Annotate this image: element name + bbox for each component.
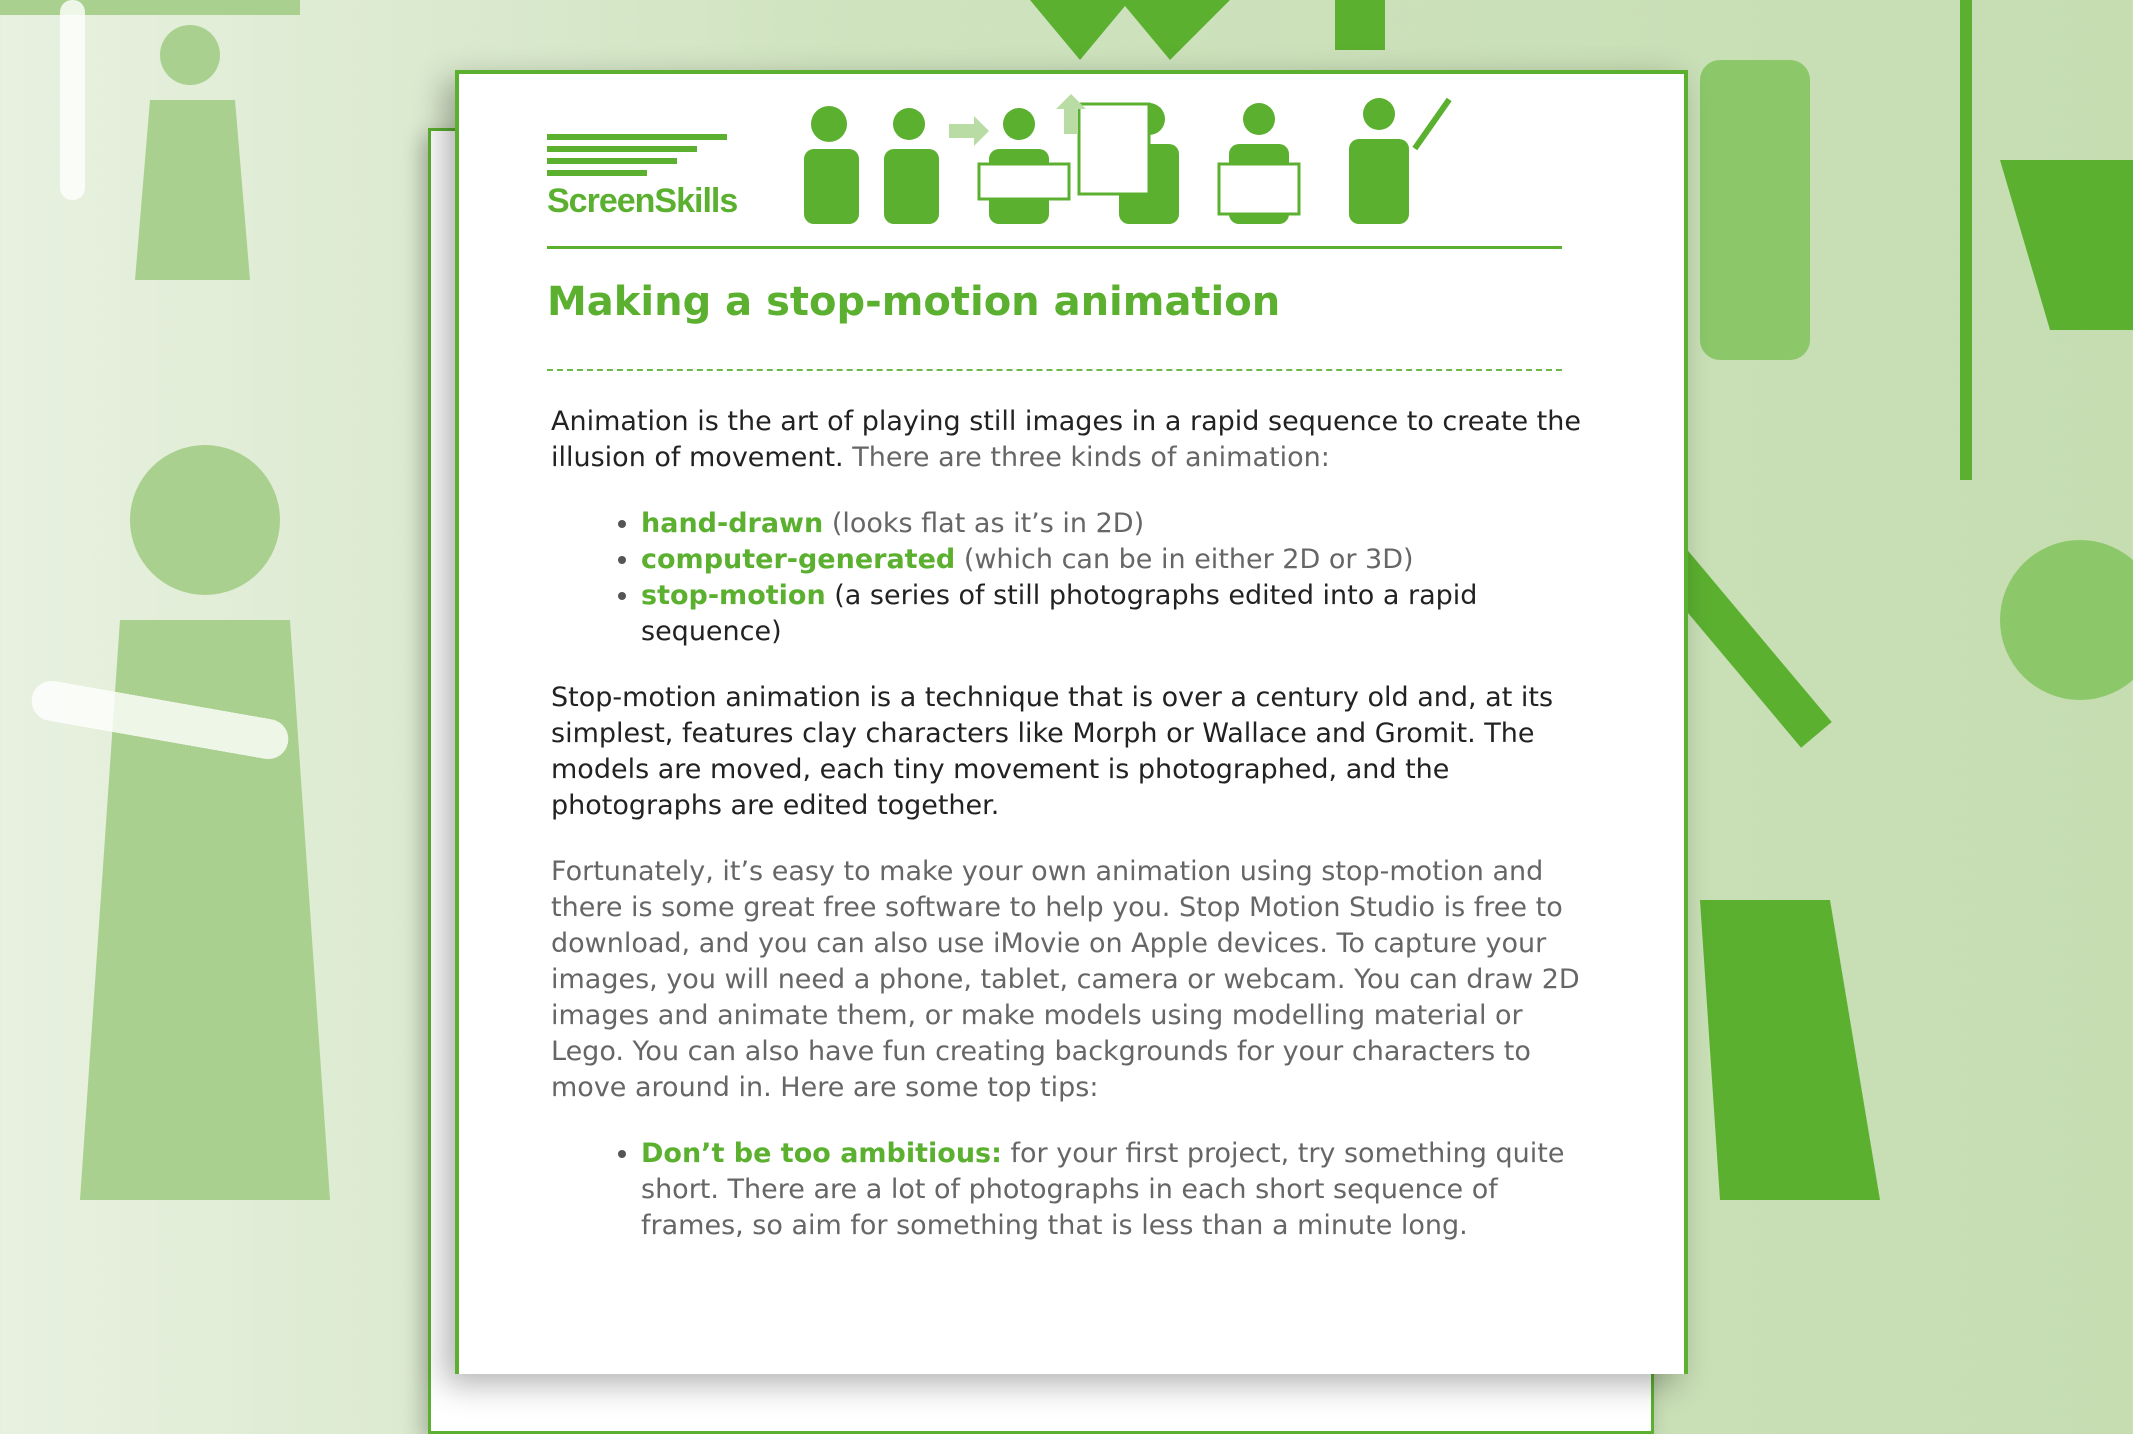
- title-divider: [547, 369, 1562, 371]
- list-item: [641, 1136, 1581, 1244]
- logo-text: ScreenSkills: [547, 182, 738, 220]
- list-item: [641, 506, 1581, 542]
- kind-desc: (a series of still photographs edited into a rapid sequence): [641, 580, 1478, 647]
- intro-main: Animation is the art of playing still images in a rapid sequence to create the illusion of movement.: [551, 406, 1581, 473]
- history-paragraph: Stop-motion animation is a technique that is over a century old and, at its simplest, features clay characters like Morph or Wallace and Gromit. The models are moved, each tiny movement is photographed, and the photographs are edited together.: [551, 682, 1554, 821]
- tip-desc: for your first project, try something quite short. There are a lot of photographs in each short sequence of frames, so aim for something that is less than a minute long.: [641, 1138, 1565, 1241]
- header-illustration: [789, 94, 1549, 224]
- document-body: [551, 404, 1581, 1274]
- kind-desc: (looks flat as it’s in 2D): [823, 508, 1145, 539]
- tips-list: [551, 1136, 1581, 1244]
- intro-rest: There are three kinds of animation:: [843, 442, 1330, 473]
- list-item: [641, 578, 1581, 650]
- kind-term: stop-motion: [641, 580, 826, 611]
- intro-paragraph: [551, 404, 1581, 476]
- page-title: Making a stop-motion animation: [547, 279, 1281, 325]
- list-item: [641, 542, 1581, 578]
- kind-term: hand-drawn: [641, 508, 824, 539]
- screenskills-logo: [547, 134, 737, 221]
- header-rule: [547, 246, 1562, 249]
- kind-desc: (which can be in either 2D or 3D): [955, 544, 1414, 575]
- tip-term: Don’t be too ambitious:: [641, 1138, 1002, 1169]
- document-page: [455, 70, 1688, 1374]
- kind-term: computer-generated: [641, 544, 956, 575]
- software-paragraph: Fortunately, it’s easy to make your own animation using stop-motion and there is some great free software to help you. Stop Motion Studio is free to download, and you can also use iMovie on Apple devices. To capture your images, you will need a phone, tablet, camera or webcam. You can draw 2D images and animate them, or make models using modelling material or Lego. You can also have fun creating backgrounds for your characters to move around in. Here are some top tips:: [551, 856, 1580, 1103]
- animation-kinds-list: [551, 506, 1581, 650]
